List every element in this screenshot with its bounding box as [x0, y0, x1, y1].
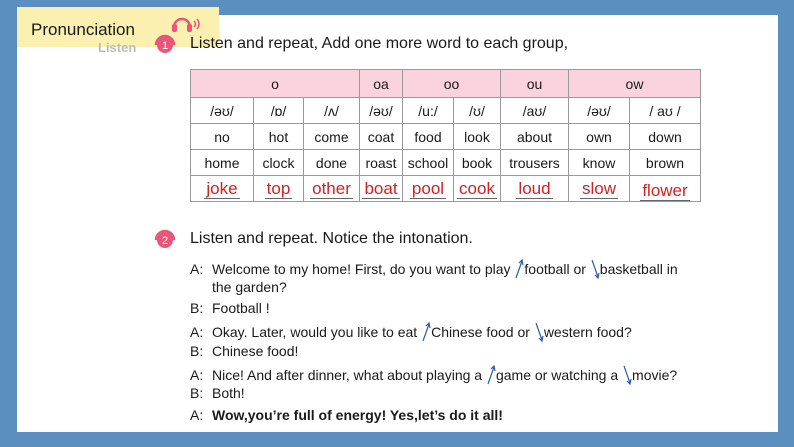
- table-cell: school: [403, 150, 454, 176]
- group-oa: oa: [360, 70, 403, 98]
- word-row: [191, 150, 701, 176]
- page-title: Pronunciation: [31, 20, 135, 39]
- phonics-table: [190, 69, 701, 202]
- section-number: 1: [161, 40, 169, 52]
- table-cell: brown: [630, 150, 701, 176]
- group-o: o: [191, 70, 360, 98]
- table-cell: roast: [360, 150, 403, 176]
- answer-word: slow: [581, 178, 616, 198]
- table-cell: /əʊ/: [360, 98, 403, 124]
- table-cell: home: [191, 150, 254, 176]
- answer-word: boat: [364, 178, 398, 198]
- dialogue-line: A: Okay. Later, would you like to eat Chinese food or western food?: [190, 321, 632, 343]
- headphones-icon: [153, 227, 177, 249]
- table-cell: /əʊ/: [569, 98, 630, 124]
- table-cell: /aʊ/: [501, 98, 569, 124]
- answer-word: pool: [411, 178, 445, 198]
- rising-intonation-arrow-icon: [421, 321, 431, 343]
- table-cell: / aʊ /: [630, 98, 701, 124]
- instruction-1: Listen and repeat, Add one more word to each group,: [190, 35, 569, 52]
- table-cell: know: [569, 150, 630, 176]
- group-ou: ou: [501, 70, 569, 98]
- answer-word: cook: [459, 178, 495, 198]
- table-cell: clock: [254, 150, 304, 176]
- table-cell: own: [569, 124, 630, 150]
- answer-word: other: [312, 178, 351, 198]
- table-cell: look: [454, 124, 501, 150]
- table-cell: down: [630, 124, 701, 150]
- answer-word: top: [266, 178, 291, 198]
- group-header-row: [191, 70, 701, 98]
- answer-word: joke: [206, 178, 238, 198]
- dialogue-line: the garden?: [212, 279, 287, 295]
- headphones-icon: [153, 32, 177, 54]
- group-ow: ow: [569, 70, 701, 98]
- table-cell: /əʊ/: [191, 98, 254, 124]
- dialogue-line: A: Nice! And after dinner, what about playing a game or watching a movie?: [190, 364, 677, 386]
- table-cell: book: [454, 150, 501, 176]
- speaker-label: A:: [190, 407, 204, 423]
- speaker-label: A:: [190, 367, 204, 383]
- group-oo: oo: [403, 70, 501, 98]
- answer-word: loud: [518, 178, 551, 198]
- dialogue-line: A: Wow,you’re full of energy! Yes,let’s do it all!: [190, 407, 503, 423]
- table-cell: hot: [254, 124, 304, 150]
- speaker-label: B:: [190, 343, 204, 359]
- answer-row: [191, 176, 701, 202]
- speaker-label: B:: [190, 300, 204, 316]
- phonetic-row: [191, 98, 701, 124]
- table-cell: /ʌ/: [304, 98, 360, 124]
- table-cell: done: [304, 150, 360, 176]
- table-cell: no: [191, 124, 254, 150]
- table-cell: come: [304, 124, 360, 150]
- table-cell: /ʊ/: [454, 98, 501, 124]
- falling-intonation-arrow-icon: [590, 258, 600, 280]
- falling-intonation-arrow-icon: [622, 364, 632, 386]
- dialogue-line: B: Football !: [190, 300, 270, 316]
- dialogue-line: B: Both!: [190, 385, 245, 401]
- word-row: [191, 124, 701, 150]
- speaker-label: B:: [190, 385, 204, 401]
- dialogue-line: A: Welcome to my home! First, do you want to play football or basketball in: [190, 258, 678, 280]
- section-number: 2: [161, 235, 169, 247]
- table-cell: trousers: [501, 150, 569, 176]
- answer-word: flower: [642, 181, 688, 200]
- table-cell: food: [403, 124, 454, 150]
- rising-intonation-arrow-icon: [486, 364, 496, 386]
- table-cell: /u:/: [403, 98, 454, 124]
- rising-intonation-arrow-icon: [514, 258, 524, 280]
- falling-intonation-arrow-icon: [534, 321, 544, 343]
- speaker-label: A:: [190, 324, 204, 340]
- faded-text: Listen: [98, 40, 137, 55]
- dialogue-line: B: Chinese food!: [190, 343, 299, 359]
- table-cell: about: [501, 124, 569, 150]
- speaker-label: A:: [190, 261, 204, 277]
- instruction-2: Listen and repeat. Notice the intonation.: [190, 230, 473, 247]
- table-cell: /ɒ/: [254, 98, 304, 124]
- table-cell: coat: [360, 124, 403, 150]
